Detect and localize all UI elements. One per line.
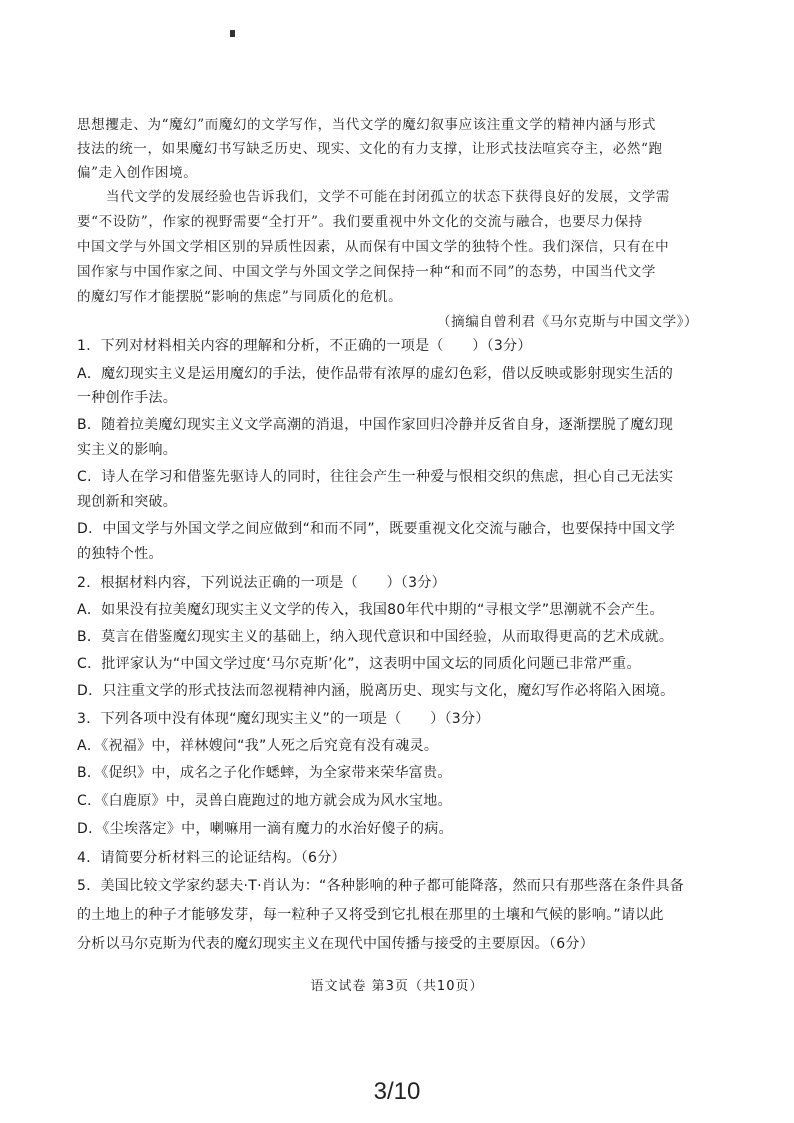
passage-line: 的魔幻写作才能摆脱“影响的焦虑”与同质化的危机。	[77, 289, 403, 305]
question-1-option-b: B．随着拉美魔幻现实主义文学高潮的消退，中国作家回归冷静并反省自身，逐渐摆脱了魔幻现	[77, 417, 674, 433]
question-3-option-c: C．《白鹿原》中，灵兽白鹿跑过的地方就会成为风水宝地。	[77, 793, 452, 809]
page-indicator: 3/10	[373, 1078, 421, 1105]
question-2-option-c: C．批评家认为“中国文学过度‘马尔克斯’化”，这表明中国文坛的同质化问题已非常严重。	[77, 656, 641, 672]
question-5-line: 5．美国比较文学家约瑟夫·T·肖认为：“各种影响的种子都可能降落，然而只有那些落在条件具备	[77, 878, 685, 894]
passage-line: 中国文学与外国文学相区别的异质性因素，从而保有中国文学的独特个性。我们深信，只有在中	[77, 239, 670, 255]
passage-line: 当代文学的发展经验也告诉我们，文学不可能在封闭孤立的状态下获得良好的发展，文学需	[106, 189, 670, 205]
question-1-option-b-cont: 实主义的影响。	[77, 442, 178, 458]
passage-line: 要“不设防”，作家的视野需要“全打开”。我们要重视中外文化的交流与融合，也要尽力保持	[77, 214, 643, 230]
question-2-stem: 2．根据材料内容，下列说法正确的一项是（ ）（3分）	[77, 575, 446, 591]
passage-line: 思想攫走、为“魔幻”而魔幻的文学写作，当代文学的魔幻叙事应该注重文学的精神内涵与形式	[77, 117, 657, 133]
question-1-stem: 1．下列对材料相关内容的理解和分析，不正确的一项是（ ）（3分）	[77, 338, 532, 354]
passage-line: 国作家与中国作家之间、中国文学与外国文学之间保持一种“和而不同”的态势，中国当代文学	[77, 264, 657, 280]
question-1-option-c: C．诗人在学习和借鉴先驱诗人的同时，往往会产生一种爱与恨相交织的焦虑，担心自己无法实	[77, 469, 674, 485]
passage-line: 技法的统一，如果魔幻书写缺乏历史、现实、文化的有力支撑，让形式技法喧宾夺主，必然“跑	[77, 141, 663, 157]
question-1-option-a-cont: 一种创作手法。	[77, 390, 178, 406]
question-5-line: 分析以马尔克斯为代表的魔幻现实主义在现代中国传播与接受的主要原因。（6分）	[77, 936, 595, 952]
question-1-option-c-cont: 现创新和突破。	[77, 494, 178, 510]
question-1-option-d-cont: 的独特个性。	[77, 546, 163, 562]
question-4-stem: 4．请简要分析材料三的论证结构。（6分）	[77, 850, 346, 866]
question-3-stem: 3．下列各项中没有体现“魔幻现实主义”的一项是（ ）（3分）	[77, 711, 490, 727]
passage-line: 偏”走入创作困境。	[77, 165, 198, 181]
question-2-option-a: A．如果没有拉美魔幻现实主义文学的传入，我国80年代中期的“寻根文学”思潮就不会产生。	[77, 602, 664, 618]
question-5-line: 的土地上的种子才能够发芽，每一粒种子又将受到它扎根在那里的土壤和气候的影响。”请以此	[77, 907, 664, 923]
question-3-option-a: A．《祝福》中，祥林嫂问“我”人死之后究竟有没有魂灵。	[77, 738, 439, 754]
question-1-option-d: D．中国文学与外国文学之间应做到“和而不同”，既要重视文化交流与融合，也要保持中国文学	[77, 521, 676, 537]
question-3-option-d: D．《尘埃落定》中，喇嘛用一滴有魔力的水治好傻子的病。	[77, 821, 453, 837]
scan-mark	[230, 30, 235, 37]
page-footer: 语文试卷 第3页（共10页）	[310, 979, 484, 994]
passage-source: （摘编自曾利君《马尔克斯与中国文学》）	[437, 314, 699, 330]
question-2-option-b: B．莫言在借鉴魔幻现实主义的基础上，纳入现代意识和中国经验，从而取得更高的艺术成就。	[77, 629, 674, 645]
question-2-option-d: D．只注重文学的形式技法而忽视精神内涵，脱离历史、现实与文化，魔幻写作必将陷入困境。	[77, 683, 675, 699]
question-1-option-a: A．魔幻现实主义是运用魔幻的手法，使作品带有浓厚的虚幻色彩，借以反映或影射现实生活的	[77, 366, 674, 382]
question-3-option-b: B．《促织》中，成名之子化作蟋蟀，为全家带来荣华富贵。	[77, 765, 452, 781]
